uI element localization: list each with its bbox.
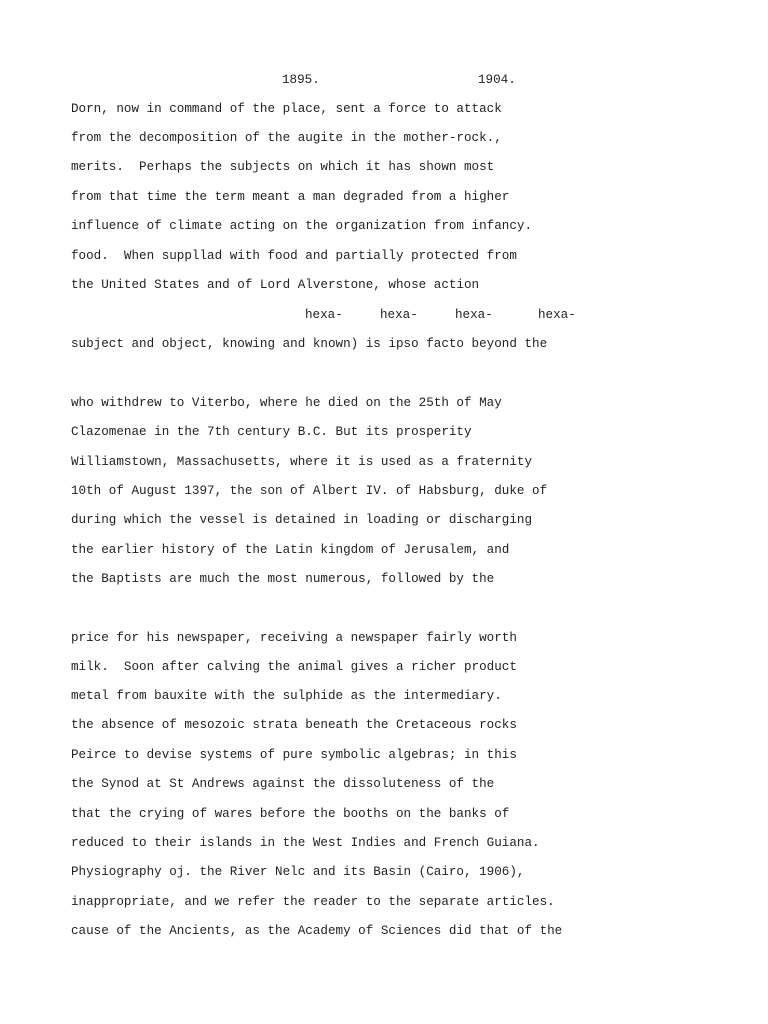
text-line: milk. Soon after calving the animal gives a richer product [71,660,517,674]
text-line: Clazomenae in the 7th century B.C. But its prosperity [71,425,472,439]
text-line: from that time the term meant a man degraded from a higher [71,190,510,204]
header-year-1904: 1904. [478,73,516,87]
text-line: Physiography oj. the River Nelc and its Basin (Cairo, 1906), [71,865,525,879]
text-line: the absence of mesozoic strata beneath the Cretaceous rocks [71,718,517,732]
text-line: cause of the Ancients, as the Academy of Sciences did that of the [71,924,563,938]
text-line: metal from bauxite with the sulphide as the intermediary. [71,689,502,703]
text-line: inappropriate, and we refer the reader to the separate articles. [71,895,555,909]
hexa-label: hexa- [538,308,576,322]
text-line: who withdrew to Viterbo, where he died on the 25th of May [71,396,502,410]
text-line: Williamstown, Massachusetts, where it is used as a fraternity [71,455,533,469]
header-year-1895: 1895. [282,73,320,87]
text-line: that the crying of wares before the booths on the banks of [71,807,510,821]
hexa-label: hexa- [380,308,418,322]
text-line: Peirce to devise systems of pure symbolic algebras; in this [71,748,517,762]
text-line: Dorn, now in command of the place, sent a force to attack [71,102,502,116]
text-line: subject and object, knowing and known) is ipso facto beyond the [71,337,548,351]
hexa-label: hexa- [455,308,493,322]
hexa-label: hexa- [305,308,343,322]
text-line: influence of climate acting on the organization from infancy. [71,219,533,233]
text-line: merits. Perhaps the subjects on which it has shown most [71,160,495,174]
text-line: food. When suppllad with food and partially protected from [71,249,517,263]
text-line: the Baptists are much the most numerous, followed by the [71,572,495,586]
text-line: 10th of August 1397, the son of Albert IV. of Habsburg, duke of [71,484,548,498]
text-line: the United States and of Lord Alverstone, whose action [71,278,480,292]
text-line: reduced to their islands in the West Indies and French Guiana. [71,836,540,850]
text-line: price for his newspaper, receiving a newspaper fairly worth [71,631,517,645]
text-line: the Synod at St Andrews against the dissoluteness of the [71,777,495,791]
text-line: from the decomposition of the augite in the mother-rock., [71,131,502,145]
text-line: the earlier history of the Latin kingdom of Jerusalem, and [71,543,510,557]
text-line: during which the vessel is detained in loading or discharging [71,513,533,527]
